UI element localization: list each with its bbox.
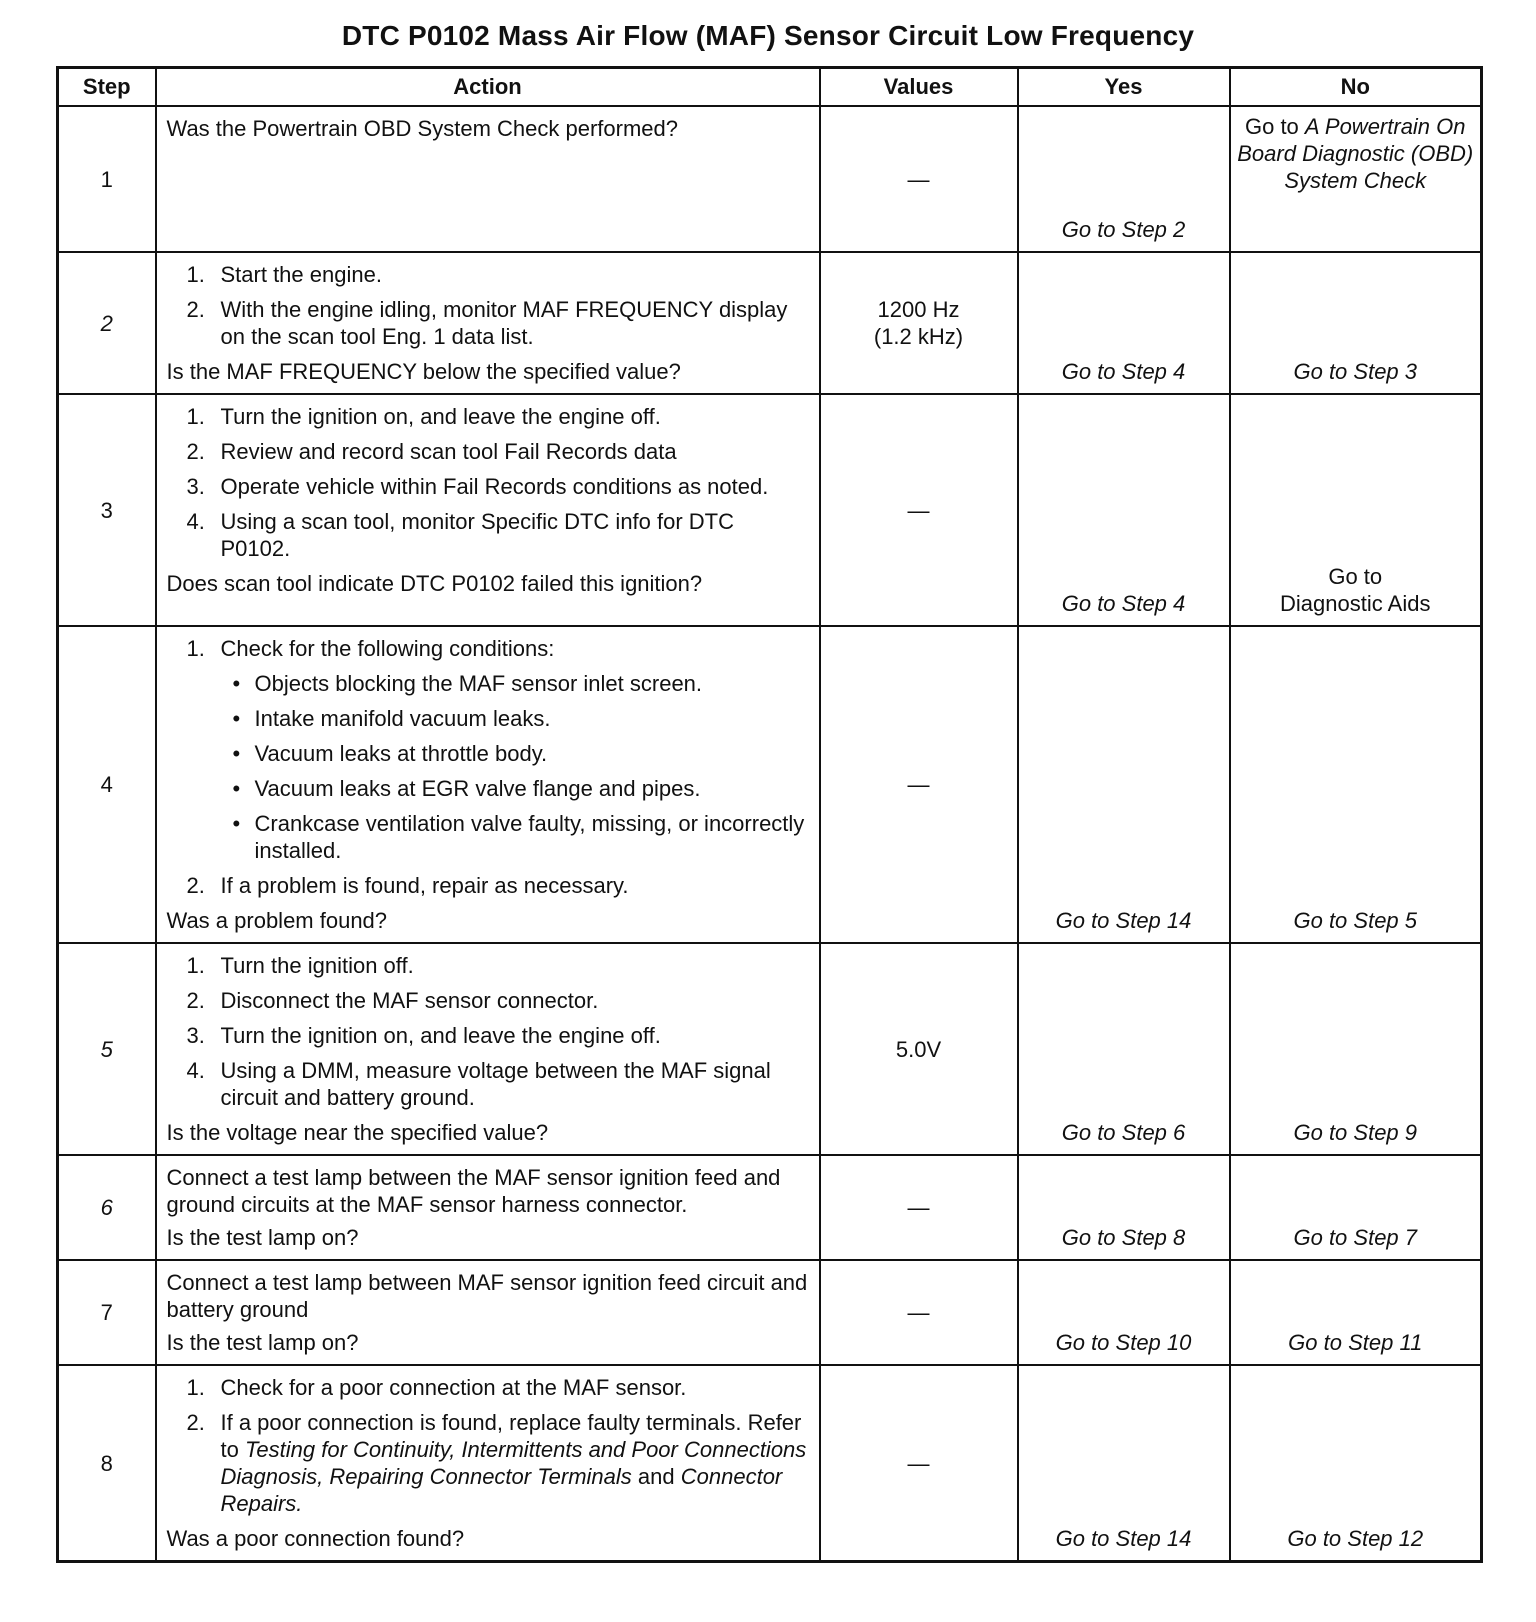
- value-cell: —: [820, 1260, 1018, 1365]
- no-cell: Go to Step 9: [1230, 943, 1482, 1155]
- reference-link: Connector Repairs.: [220, 1464, 783, 1516]
- no-cell: [1230, 106, 1482, 252]
- no-prefix: Go to: [1244, 114, 1299, 139]
- question: Is the test lamp on?: [166, 1225, 359, 1250]
- header-yes: Yes: [1018, 68, 1230, 107]
- yes-cell: Go to Step 6: [1018, 943, 1230, 1155]
- yes-cell: Go to Step 4: [1018, 252, 1230, 394]
- value-cell: 5.0V: [820, 943, 1018, 1155]
- action-cell: [156, 252, 820, 394]
- page-title: DTC P0102 Mass Air Flow (MAF) Sensor Circuit Low Frequency: [341, 20, 1195, 51]
- no-cell: Go to Step 11: [1230, 1260, 1482, 1365]
- yes-cell: Go to Step 14: [1018, 1365, 1230, 1562]
- list-item: 3. Operate vehicle within Fail Records conditions as noted.: [186, 474, 769, 499]
- question: Is the MAF FREQUENCY below the specified value?: [166, 359, 681, 384]
- action-cell: [156, 626, 820, 943]
- no-cell: Go to Step 7: [1230, 1155, 1482, 1260]
- header-action: Action: [156, 68, 820, 107]
- list-item: 2. Review and record scan tool Fail Records data: [186, 439, 677, 464]
- question: Does scan tool indicate DTC P0102 failed this ignition?: [166, 571, 703, 596]
- table-row: [58, 252, 1482, 394]
- diagnostic-table: [56, 66, 1483, 1563]
- yes-cell: Go to Step 14: [1018, 626, 1230, 943]
- conjunction: and: [637, 1464, 675, 1489]
- no-cell: Go to Step 3: [1230, 252, 1482, 394]
- list-item: 1. Start the engine.: [186, 262, 382, 287]
- list-item: 2. With the engine idling, monitor MAF FREQUENCY display on the scan tool Eng. 1 data list.: [186, 297, 788, 349]
- list-item: 2. If a poor connection is found, replace faulty terminals. Refer to Testing for Continuity, Intermittents and Poor Connections Diagnosis, Repairing Connector Terminals and Connector Repairs.: [186, 1410, 807, 1516]
- header-values: Values: [820, 68, 1018, 107]
- table-row: [58, 394, 1482, 626]
- list-item: 1. Check for a poor connection at the MAF sensor.: [186, 1375, 687, 1400]
- question: Was the Powertrain OBD System Check performed?: [166, 116, 678, 141]
- list-item: 4. Using a scan tool, monitor Specific DTC info for DTC P0102.: [186, 509, 735, 561]
- yes-cell: Go to Step 10: [1018, 1260, 1230, 1365]
- bullet-item: • Objects blocking the MAF sensor inlet screen.: [232, 671, 703, 696]
- bullet-item: • Vacuum leaks at throttle body.: [232, 741, 548, 766]
- yes-cell: Go to Step 8: [1018, 1155, 1230, 1260]
- yes-cell: Go to Step 2: [1018, 106, 1230, 252]
- table-row: [58, 106, 1482, 252]
- action-cell: [156, 1260, 820, 1365]
- step-number: 2: [58, 252, 156, 394]
- step-number: 3: [58, 394, 156, 626]
- question: Is the test lamp on?: [166, 1330, 359, 1355]
- list-item: 1. Turn the ignition on, and leave the engine off.: [186, 404, 661, 429]
- action-cell: [156, 943, 820, 1155]
- step-number: 5: [58, 943, 156, 1155]
- step-number: 8: [58, 1365, 156, 1562]
- question: Was a problem found?: [166, 908, 388, 933]
- no-reference: A Powertrain On Board Diagnostic (OBD) System Check: [1237, 114, 1474, 193]
- bullet-item: • Vacuum leaks at EGR valve flange and pipes.: [232, 776, 701, 801]
- action-cell: [156, 1155, 820, 1260]
- action-text: Connect a test lamp between MAF sensor ignition feed circuit and battery ground: [166, 1270, 808, 1322]
- table-row: [58, 1260, 1482, 1365]
- question: Is the voltage near the specified value?: [166, 1120, 549, 1145]
- instruction-text: If a poor connection is found, replace faulty terminals. Refer to: [220, 1410, 802, 1462]
- list-item: 1. Check for the following conditions:: [186, 636, 555, 661]
- header-step: Step: [58, 68, 156, 107]
- value-cell: —: [820, 394, 1018, 626]
- value-cell: —: [820, 626, 1018, 943]
- table-row: [58, 1155, 1482, 1260]
- step-number: 6: [58, 1155, 156, 1260]
- list-item: 3. Turn the ignition on, and leave the engine off.: [186, 1023, 661, 1048]
- action-cell: [156, 394, 820, 626]
- yes-cell: Go to Step 4: [1018, 394, 1230, 626]
- step-number: 7: [58, 1260, 156, 1365]
- no-cell: Go to Step 5: [1230, 626, 1482, 943]
- bullet-item: • Intake manifold vacuum leaks.: [232, 706, 551, 731]
- bullet-item: • Crankcase ventilation valve faulty, missing, or incorrectly installed.: [232, 811, 805, 863]
- step-number: 1: [58, 106, 156, 252]
- value-cell: —: [820, 1365, 1018, 1562]
- no-cell: Go to Diagnostic Aids: [1230, 394, 1482, 626]
- list-item: 2. Disconnect the MAF sensor connector.: [186, 988, 599, 1013]
- action-text: Connect a test lamp between the MAF sensor ignition feed and ground circuits at the MAF sensor harness connector.: [166, 1165, 781, 1217]
- header-no: No: [1230, 68, 1482, 107]
- action-cell: [156, 1365, 820, 1562]
- list-item: 4. Using a DMM, measure voltage between the MAF signal circuit and battery ground.: [186, 1058, 771, 1110]
- value-cell: 1200 Hz (1.2 kHz): [820, 252, 1018, 394]
- reference-link: Testing for Continuity, Intermittents and Poor Connections Diagnosis, Repairing Connector Terminals: [220, 1437, 807, 1489]
- table-row: [58, 626, 1482, 943]
- step-number: 4: [58, 626, 156, 943]
- table-header-row: [58, 68, 1482, 107]
- value-cell: —: [820, 106, 1018, 252]
- no-cell: Go to Step 12: [1230, 1365, 1482, 1562]
- question: Was a poor connection found?: [166, 1526, 465, 1551]
- list-item: 1. Turn the ignition off.: [186, 953, 414, 978]
- list-item: 2. If a problem is found, repair as necessary.: [186, 873, 629, 898]
- table-row: [58, 1365, 1482, 1562]
- action-cell: [156, 106, 820, 252]
- table-row: [58, 943, 1482, 1155]
- value-cell: —: [820, 1155, 1018, 1260]
